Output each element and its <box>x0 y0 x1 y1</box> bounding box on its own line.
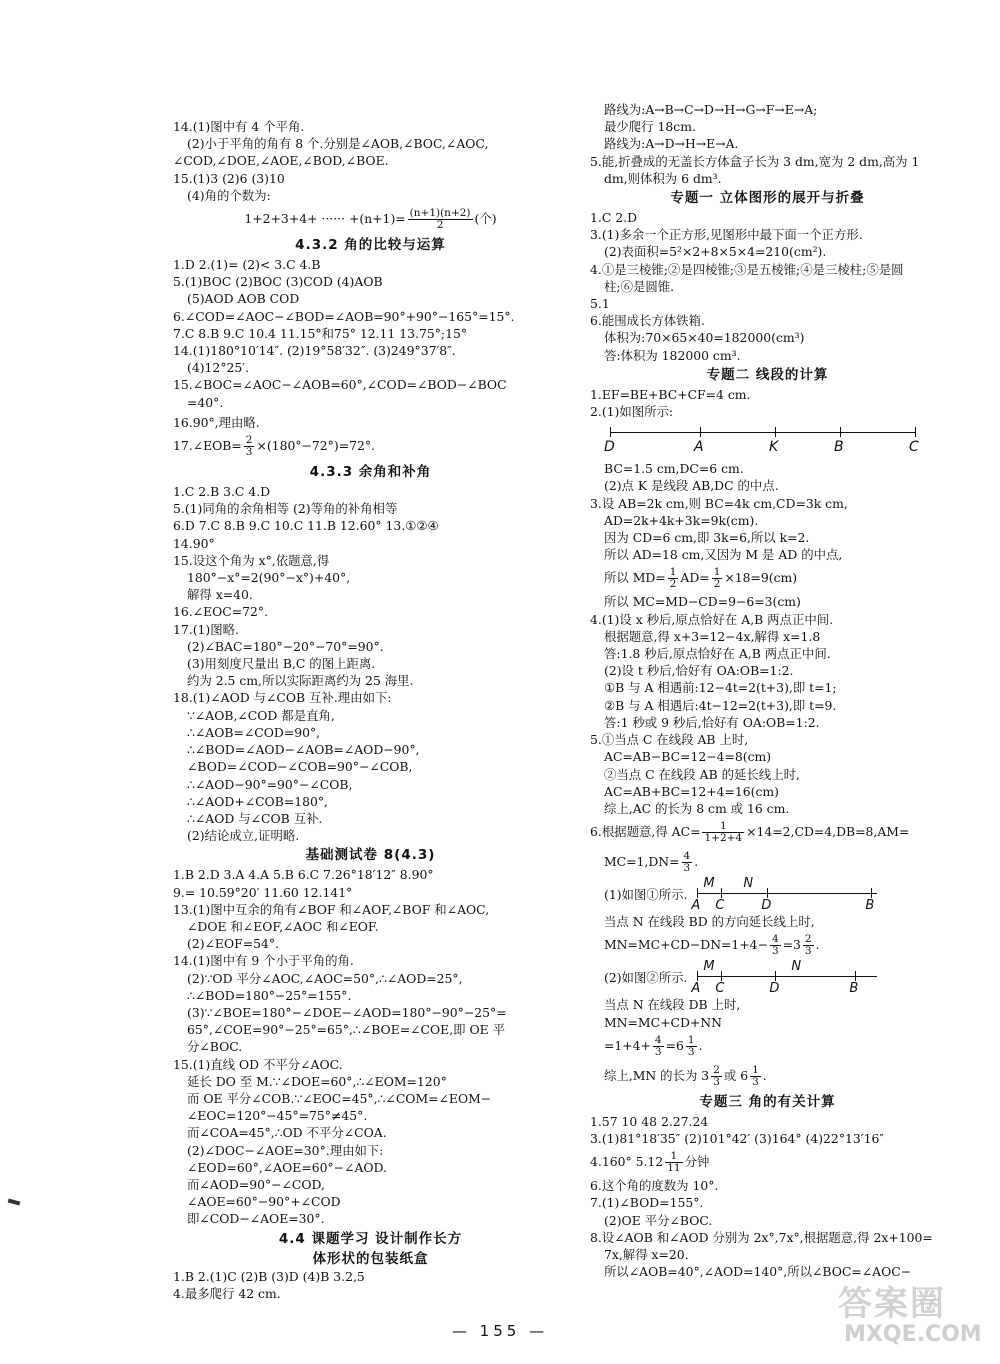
line: 柱;⑥是圆锥. <box>604 278 675 294</box>
line: 3.设 AB=2k cm,则 BC=4k cm,CD=3k cm, <box>590 495 848 511</box>
line: 6.∠COD=∠AOC−∠BOD=∠AOB=90°+90°−165°=15°. <box>173 308 515 324</box>
line: 13.(1)图中互余的角有∠BOF 和∠AOF,∠BOF 和∠AOC, <box>173 901 490 917</box>
line: (2)表面积=5²×2+8×5×4=210(cm²). <box>604 244 827 260</box>
fraction-numerator: 1 <box>665 1151 682 1163</box>
line: 15.设这个角为 x°,依题意,得 <box>173 552 330 568</box>
line: dm,则体积为 6 dm³. <box>604 170 722 186</box>
formula-left: 17.∠EOB= <box>173 438 242 454</box>
line: ②B 与 A 相遇后:4t−12=2(t+3),即 t=9. <box>604 697 837 713</box>
line: ∴∠AOD+∠COB=180°, <box>187 793 328 809</box>
line: ∠AOE=60°−90°+∠COD <box>187 1194 341 1210</box>
fraction <box>770 934 781 957</box>
formula-text: 6.根据题意,得 AC= <box>590 824 701 840</box>
fraction-denominator: 2 <box>436 219 444 232</box>
segment-tick <box>840 427 841 437</box>
line: 14.(1)180°10′14″. (2)19°58′32″. (3)249°37′8″. <box>173 343 456 359</box>
formula-line <box>173 204 568 234</box>
line: 5.(1)BOC (2)BOC (3)COD (4)AOB <box>173 274 383 290</box>
fraction-numerator: 2 <box>713 1063 720 1076</box>
formula-right: (个) <box>474 211 497 227</box>
line: MN=MC+CD+NN <box>604 1014 722 1030</box>
point-label: K <box>769 439 779 456</box>
line: 所以∠AOB=40°,∠AOD=140°,所以∠BOC=∠AOC− <box>604 1264 912 1280</box>
segment-tick <box>610 427 611 437</box>
line: (2)小于平角的角有 8 个.分别是∠AOB,∠BOC,∠AOC, <box>187 136 489 152</box>
section-heading: 4.3.2 角的比较与运算 <box>295 237 446 254</box>
line: 1.C 2.D <box>590 210 637 226</box>
line: (2)∠DOC−∠AOE=30°.理由如下: <box>187 1142 384 1158</box>
point-label: C <box>909 439 919 456</box>
line: 3.(1)多余一个正方形,见图形中最下面一个正方形. <box>590 227 863 243</box>
formula-text: 或 6 <box>723 1067 749 1083</box>
formula-line <box>590 1061 945 1091</box>
line: (4)12°25′. <box>187 360 250 376</box>
point-label: D <box>604 439 615 456</box>
formula-text: 综上,MN 的长为 3 <box>604 1067 710 1083</box>
line: AC=AB−BC=12−4=8(cm) <box>604 749 772 765</box>
fraction-denominator: 3 <box>771 945 779 958</box>
watermark-text: 答案圈 <box>838 1284 946 1324</box>
watermark-logo <box>838 1276 988 1356</box>
line: 当点 N 在线段 DB 上时, <box>604 997 741 1013</box>
line: 即∠COD−∠AOE=30°. <box>187 1211 325 1227</box>
line: ②当点 C 在线段 AB 的延长线上时, <box>604 766 800 782</box>
segment-diagram-3 <box>691 961 881 997</box>
fraction <box>653 1035 664 1058</box>
formula-text: MN=MC+CD−DN=1+4− <box>604 937 768 953</box>
line: 而 OE 平分∠COB.∵∠EOC=45°,∴∠COM=∠EOM− <box>187 1090 492 1106</box>
line: 6.这个角的度数为 10°. <box>590 1178 719 1194</box>
fraction-numerator: 1 <box>752 1063 759 1076</box>
line: ∴∠AOD 与∠COB 互补. <box>187 810 323 826</box>
line: 6.D 7.C 8.B 9.C 10.C 11.B 12.60° 13.①②④ <box>173 518 439 534</box>
line: 1.B 2.D 3.A 4.A 5.B 6.C 7.26°18′12″ 8.90° <box>173 867 434 883</box>
formula-line <box>590 847 945 877</box>
formula-line <box>590 563 945 593</box>
fraction <box>682 851 693 874</box>
section-heading: 体形状的包装纸盒 <box>312 1250 429 1267</box>
line: (3)∵∠BOE=180°−∠DOE−∠AOD=180°−90°−25°= <box>187 1004 507 1020</box>
line: 1.B 2.(1)C (2)B (3)D (4)B 3.2,5 <box>173 1268 365 1284</box>
line: AD=2k+4k+3k=9k(cm). <box>604 512 759 528</box>
line: 所以 AD=18 cm,又因为 M 是 AD 的中点, <box>604 547 843 563</box>
fraction-denominator: 3 <box>245 446 253 459</box>
line: 5.能,折叠成的无盖长方体盒子长为 3 dm,宽为 2 dm,高为 1 <box>590 153 920 169</box>
line: ∴∠AOB=∠COD=90°, <box>187 724 321 740</box>
line: (3)用刻度尺量出 B,C 的图上距离. <box>187 656 376 672</box>
line: 综上,AC 的长为 8 cm 或 16 cm. <box>604 800 790 816</box>
line: 1.C 2.B 3.C 4.D <box>173 484 271 500</box>
line-text: (1)如图①所示. <box>604 887 688 903</box>
fraction-denominator: 2 <box>713 578 721 591</box>
line: 17.(1)图略. <box>173 621 239 637</box>
line: ∠EOC=120°−45°=75°≠45°. <box>187 1108 368 1124</box>
section-heading: 专题二 线段的计算 <box>706 366 829 383</box>
formula-text: . <box>698 1037 703 1053</box>
formula-text: 4.160° 5.12 <box>590 1154 664 1170</box>
fraction <box>803 934 814 957</box>
line: ∴∠BOD=180°−25°=155°. <box>187 987 352 1003</box>
fraction-denominator: 3 <box>752 1075 759 1088</box>
formula-left: 1+2+3+4+ ······ +(n+1)= <box>244 211 406 227</box>
line: ∠BOD=∠COD−∠COB=90°−∠COB, <box>187 759 413 775</box>
fraction <box>668 567 679 590</box>
diagram-line <box>590 960 945 996</box>
point-label: D <box>769 980 780 996</box>
fraction-numerator: 1 <box>669 566 677 579</box>
line: ∴∠BOD=∠AOD−∠AOB=∠AOD−90°, <box>187 742 420 758</box>
line: 5.(1)同角的余角相等 (2)等角的补角相等 <box>173 501 398 517</box>
fraction <box>711 1065 722 1088</box>
point-label: M <box>703 877 715 891</box>
line: 4.①是三棱锥;②是四棱锥;③是五棱锥;④是三棱柱;⑤是圆 <box>590 261 904 277</box>
left-column <box>173 118 568 1302</box>
formula-line <box>590 1031 945 1061</box>
line: ∠EOD=60°,∠AOE=60°−∠AOD. <box>187 1159 387 1175</box>
formula-text: AD= <box>680 570 710 586</box>
fraction-numerator: 2 <box>245 434 253 447</box>
point-label: B <box>834 439 844 456</box>
segment-line <box>610 432 915 433</box>
point-label: M <box>703 960 715 974</box>
point-label: D <box>761 897 772 913</box>
line: =40°. <box>187 394 224 410</box>
formula-line <box>590 1147 945 1177</box>
point-label: A <box>691 897 701 913</box>
line: 1.57 10 48 2.27.24 <box>590 1113 709 1129</box>
line: 7x,解得 x=20. <box>604 1246 689 1262</box>
line: 5.1 <box>590 296 610 312</box>
line: 15.(1)3 (2)6 (3)10 <box>173 170 285 186</box>
line: ∠DOE 和∠EOF,∠AOC 和∠EOF. <box>187 918 379 934</box>
line: 最少爬行 18cm. <box>604 119 696 135</box>
line: 16.90°,理由略. <box>173 414 260 430</box>
line: 180°−x°=2(90°−x°)+40°, <box>187 570 351 586</box>
point-label: B <box>849 980 859 996</box>
fraction-numerator: 2 <box>804 933 812 946</box>
line: 解得 x=40. <box>187 587 253 603</box>
formula-line <box>590 930 945 960</box>
line: 而∠AOD=90°−∠COD, <box>187 1176 325 1192</box>
formula-text: . <box>762 1067 767 1083</box>
line: 根据题意,得 x+3=12−4x,解得 x=1.8 <box>604 628 821 644</box>
formula-text: 分钟 <box>684 1154 710 1170</box>
line: 2.(1)如图所示: <box>590 404 674 420</box>
fraction-numerator: 1 <box>713 566 721 579</box>
line: 15.∠BOC=∠AOC−∠AOB=60°,∠COD=∠BOD−∠BOC <box>173 377 507 393</box>
section-heading: 4.3.3 余角和补角 <box>309 464 432 481</box>
segment-tick <box>775 427 776 437</box>
segment-diagram-2 <box>691 878 881 914</box>
line: 14.(1)图中有 4 个平角. <box>173 119 305 134</box>
line: 答:1.8 秒后,原点恰好在 A,B 两点正中间. <box>604 646 831 662</box>
line: ①B 与 A 相遇前:12−4t=2(t+3),即 t=1; <box>604 680 837 696</box>
line: 7.(1)∠BOD=155°. <box>590 1195 704 1211</box>
line: 18.(1)∠AOD 与∠COB 互补.理由如下: <box>173 690 392 706</box>
fraction-numerator: (n+1)(n+2) <box>409 207 471 220</box>
line: (2)点 K 是线段 AB,DC 的中点. <box>604 478 779 494</box>
point-label: B <box>865 897 875 913</box>
line: 当点 N 在线段 BD 的方向延长线上时, <box>604 914 815 930</box>
fraction-numerator: 4 <box>683 850 691 863</box>
line: 体积为:70×65×40=182000(cm³) <box>604 330 805 346</box>
formula-text: =3 <box>782 937 801 953</box>
line: 4.最多爬行 42 cm. <box>173 1285 281 1301</box>
fraction <box>244 435 255 458</box>
line: 6.能围成长方体铁箱. <box>590 313 705 329</box>
line: 3.(1)81°18′35″ (2)101°42′ (3)164° (4)22°13′16″ <box>590 1130 884 1146</box>
line: 而∠COA=45°,∴OD 不平分∠COA. <box>187 1125 387 1141</box>
section-heading: 专题一 立体图形的展开与折叠 <box>670 190 865 207</box>
line: 约为 2.5 cm,所以实际距离约为 25 海里. <box>187 673 414 689</box>
fraction-denominator: 3 <box>687 1045 695 1058</box>
line: 所以 MC=MD−CD=9−6=3(cm) <box>604 594 801 610</box>
point-label: A <box>694 439 704 456</box>
scan-mark <box>8 1199 21 1206</box>
line: 路线为:A→B→C→D→H→G→F→E→A; <box>604 102 818 117</box>
fraction-numerator: 4 <box>654 1033 662 1046</box>
point-label: N <box>743 877 754 891</box>
line: 1.EF=BE+BC+CF=4 cm. <box>590 386 751 402</box>
line: (2)∠BAC=180°−20°−70°=90°. <box>187 638 384 654</box>
line: (2)OE 平分∠BOC. <box>604 1212 713 1228</box>
point-label: A <box>691 980 701 996</box>
fraction-denominator: 3 <box>654 1045 662 1058</box>
line: (2)∵OD 平分∠AOC,∠AOC=50°,∴∠AOD=25°, <box>187 970 463 986</box>
line: 8.设∠AOB 和∠AOD 分别为 2x°,7x°,根据题意,得 2x+100= <box>590 1229 933 1245</box>
formula-line <box>590 817 945 847</box>
formula-line <box>173 431 568 461</box>
formula-text: =6 <box>665 1037 684 1053</box>
line: BC=1.5 cm,DC=6 cm. <box>604 461 744 477</box>
line: 15.(1)直线 OD 不平分∠AOC. <box>173 1056 343 1072</box>
line: (2)结论成立,证明略. <box>187 828 300 844</box>
fraction <box>712 567 723 590</box>
line: ∴∠AOD−90°=90°−∠COB, <box>187 776 353 792</box>
formula-text: 所以 MD= <box>604 570 666 586</box>
section-heading: 专题三 角的有关计算 <box>699 1093 836 1110</box>
formula-text: MC=1,DN= <box>604 854 680 870</box>
segment-diagram-1 <box>590 420 945 460</box>
fraction <box>686 1035 697 1058</box>
line: 1.D 2.(1)= (2)< 3.C 4.B <box>173 257 321 273</box>
section-heading: 基础测试卷 8(4.3) <box>305 847 436 864</box>
point-label: C <box>715 980 725 996</box>
line: (2)设 t 秒后,恰好有 OA:OB=1:2. <box>604 663 794 679</box>
fraction-numerator: 1 <box>702 821 744 833</box>
formula-text: ×14=2,CD=4,DB=8,AM= <box>746 824 910 840</box>
formula-right: ×(180°−72°)=72°. <box>256 438 375 454</box>
line: ∵∠AOB,∠COD 都是直角, <box>187 707 335 723</box>
diagram-line <box>590 877 945 913</box>
line: (5)AOD AOB COD <box>187 291 300 307</box>
line: 9.= 10.59°20′ 11.60 12.141° <box>173 884 353 900</box>
line: 分∠BOC. <box>187 1039 243 1055</box>
line-text: (2)如图②所示. <box>604 970 688 986</box>
fraction-denominator: 3 <box>683 862 691 875</box>
line: (4)角的个数为: <box>187 187 271 203</box>
fraction-denominator: 3 <box>804 945 812 958</box>
fraction <box>665 1151 682 1174</box>
line: 14.90° <box>173 535 215 551</box>
line: 答:1 秒或 9 秒后,恰好有 OA:OB=1:2. <box>604 714 820 730</box>
line: 14.(1)图中有 9 个小于平角的角. <box>173 953 354 969</box>
fraction <box>702 821 744 844</box>
watermark-url: MXQE.COM <box>844 1322 982 1347</box>
fraction-numerator: 4 <box>771 933 779 946</box>
line: 7.C 8.B 9.C 10.4 11.15°和75° 12.11 13.75°;15° <box>173 325 468 341</box>
fraction-denominator: 3 <box>713 1075 720 1088</box>
line: 5.①当点 C 在线段 AB 上时, <box>590 732 749 748</box>
fraction <box>408 208 473 231</box>
point-label: C <box>715 897 725 913</box>
fraction <box>750 1065 761 1088</box>
line: 65°,∠COE=90°−25°=65°,∴∠BOE=∠COE,即 OE 平 <box>187 1022 505 1038</box>
page-number: — 155 — <box>451 1322 549 1340</box>
line: 因为 CD=6 cm,即 3k=6,所以 k=2. <box>604 530 810 546</box>
segment-tick <box>700 427 701 437</box>
line: 4.(1)设 x 秒后,原点恰好在 A,B 两点正中间. <box>590 611 834 627</box>
formula-text: . <box>694 854 699 870</box>
segment-tick <box>915 427 916 437</box>
line: 延长 DO 至 M.∵∠DOE=60°,∴∠EOM=120° <box>187 1073 447 1089</box>
formula-text: ×18=9(cm) <box>724 570 798 586</box>
section-heading: 4.4 课题学习 设计制作长方 <box>278 1230 463 1247</box>
fraction-denominator: 1+2+4 <box>704 832 743 845</box>
line: 16.∠EOC=72°. <box>173 604 269 620</box>
line: 路线为:A→D→H→E→A. <box>604 136 739 152</box>
point-label: N <box>791 960 802 974</box>
fraction-numerator: 1 <box>687 1033 695 1046</box>
line: AC=AB+BC=12+4=16(cm) <box>604 783 779 799</box>
fraction-denominator: 11 <box>667 1162 681 1175</box>
formula-text: =1+4+ <box>604 1037 651 1053</box>
line: ∠COD,∠DOE,∠AOE,∠BOD,∠BOE. <box>173 153 389 169</box>
formula-text: . <box>815 937 820 953</box>
fraction-denominator: 2 <box>669 578 677 591</box>
line: 答:体积为 182000 cm³. <box>604 347 741 363</box>
line: (2)∠EOF=54°. <box>187 936 280 952</box>
right-column <box>590 101 945 1280</box>
